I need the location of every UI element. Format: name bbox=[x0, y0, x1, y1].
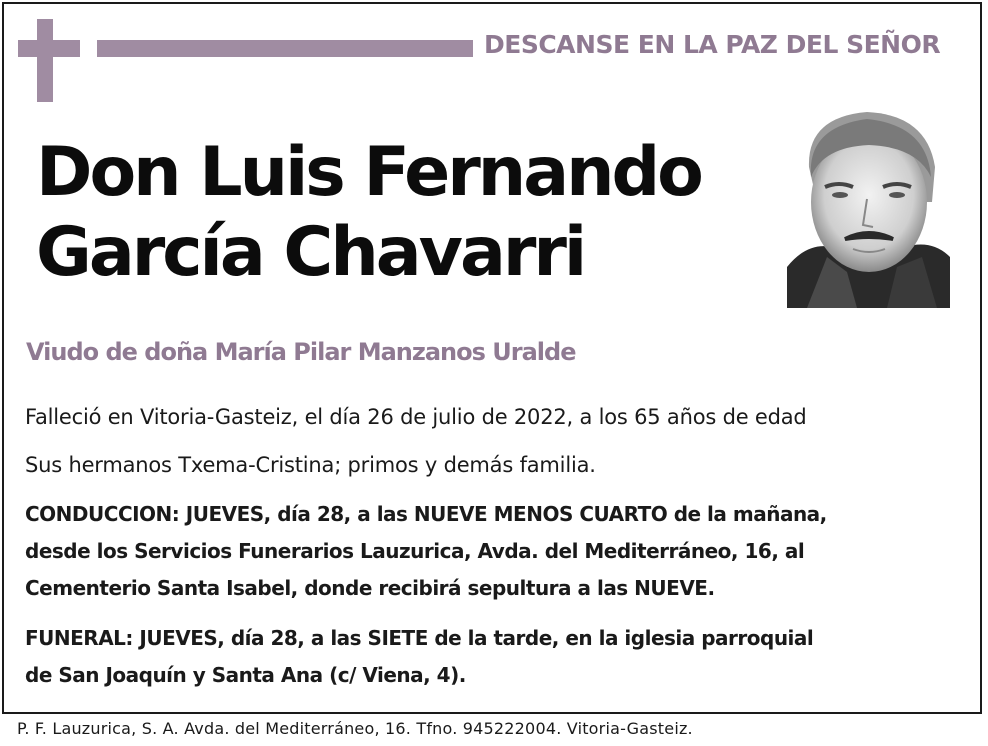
family-line: Sus hermanos Txema-Cristina; primos y demás familia. bbox=[25, 453, 596, 477]
conduccion-line: CONDUCCION: JUEVES, día 28, a las NUEVE MENOS CUARTO de la mañana, bbox=[25, 502, 827, 526]
funeral-paragraph bbox=[25, 620, 970, 694]
conduccion-line: Cementerio Santa Isabel, donde recibirá sepultura a las NUEVE. bbox=[25, 576, 715, 600]
funeral-line: de San Joaquín y Santa Ana (c/ Viena, 4). bbox=[25, 663, 466, 687]
header-divider-bar bbox=[97, 40, 473, 57]
deceased-name-line1: Don Luis Fernando bbox=[36, 133, 701, 212]
conduccion-line: desde los Servicios Funerarios Lauzurica, Avda. del Mediterráneo, 16, al bbox=[25, 539, 805, 563]
funeral-line: FUNERAL: JUEVES, día 28, a las SIETE de la tarde, en la iglesia parroquial bbox=[25, 626, 814, 650]
deceased-photo bbox=[787, 107, 950, 308]
deceased-name bbox=[36, 133, 701, 293]
funeral-home-footer: P. F. Lauzurica, S. A. Avda. del Mediterráneo, 16. Tfno. 945222004. Vitoria-Gasteiz. bbox=[17, 719, 693, 738]
conduccion-paragraph bbox=[25, 496, 970, 607]
death-notice: Falleció en Vitoria-Gasteiz, el día 26 de julio de 2022, a los 65 años de edad bbox=[25, 405, 807, 429]
header-tagline: DESCANSE EN LA PAZ DEL SEÑOR bbox=[484, 30, 941, 59]
deceased-name-line2: García Chavarri bbox=[36, 213, 585, 292]
cross-icon-arm bbox=[18, 40, 80, 57]
widower-of: Viudo de doña María Pilar Manzanos Uralde bbox=[26, 338, 576, 366]
cross-icon bbox=[37, 19, 53, 102]
